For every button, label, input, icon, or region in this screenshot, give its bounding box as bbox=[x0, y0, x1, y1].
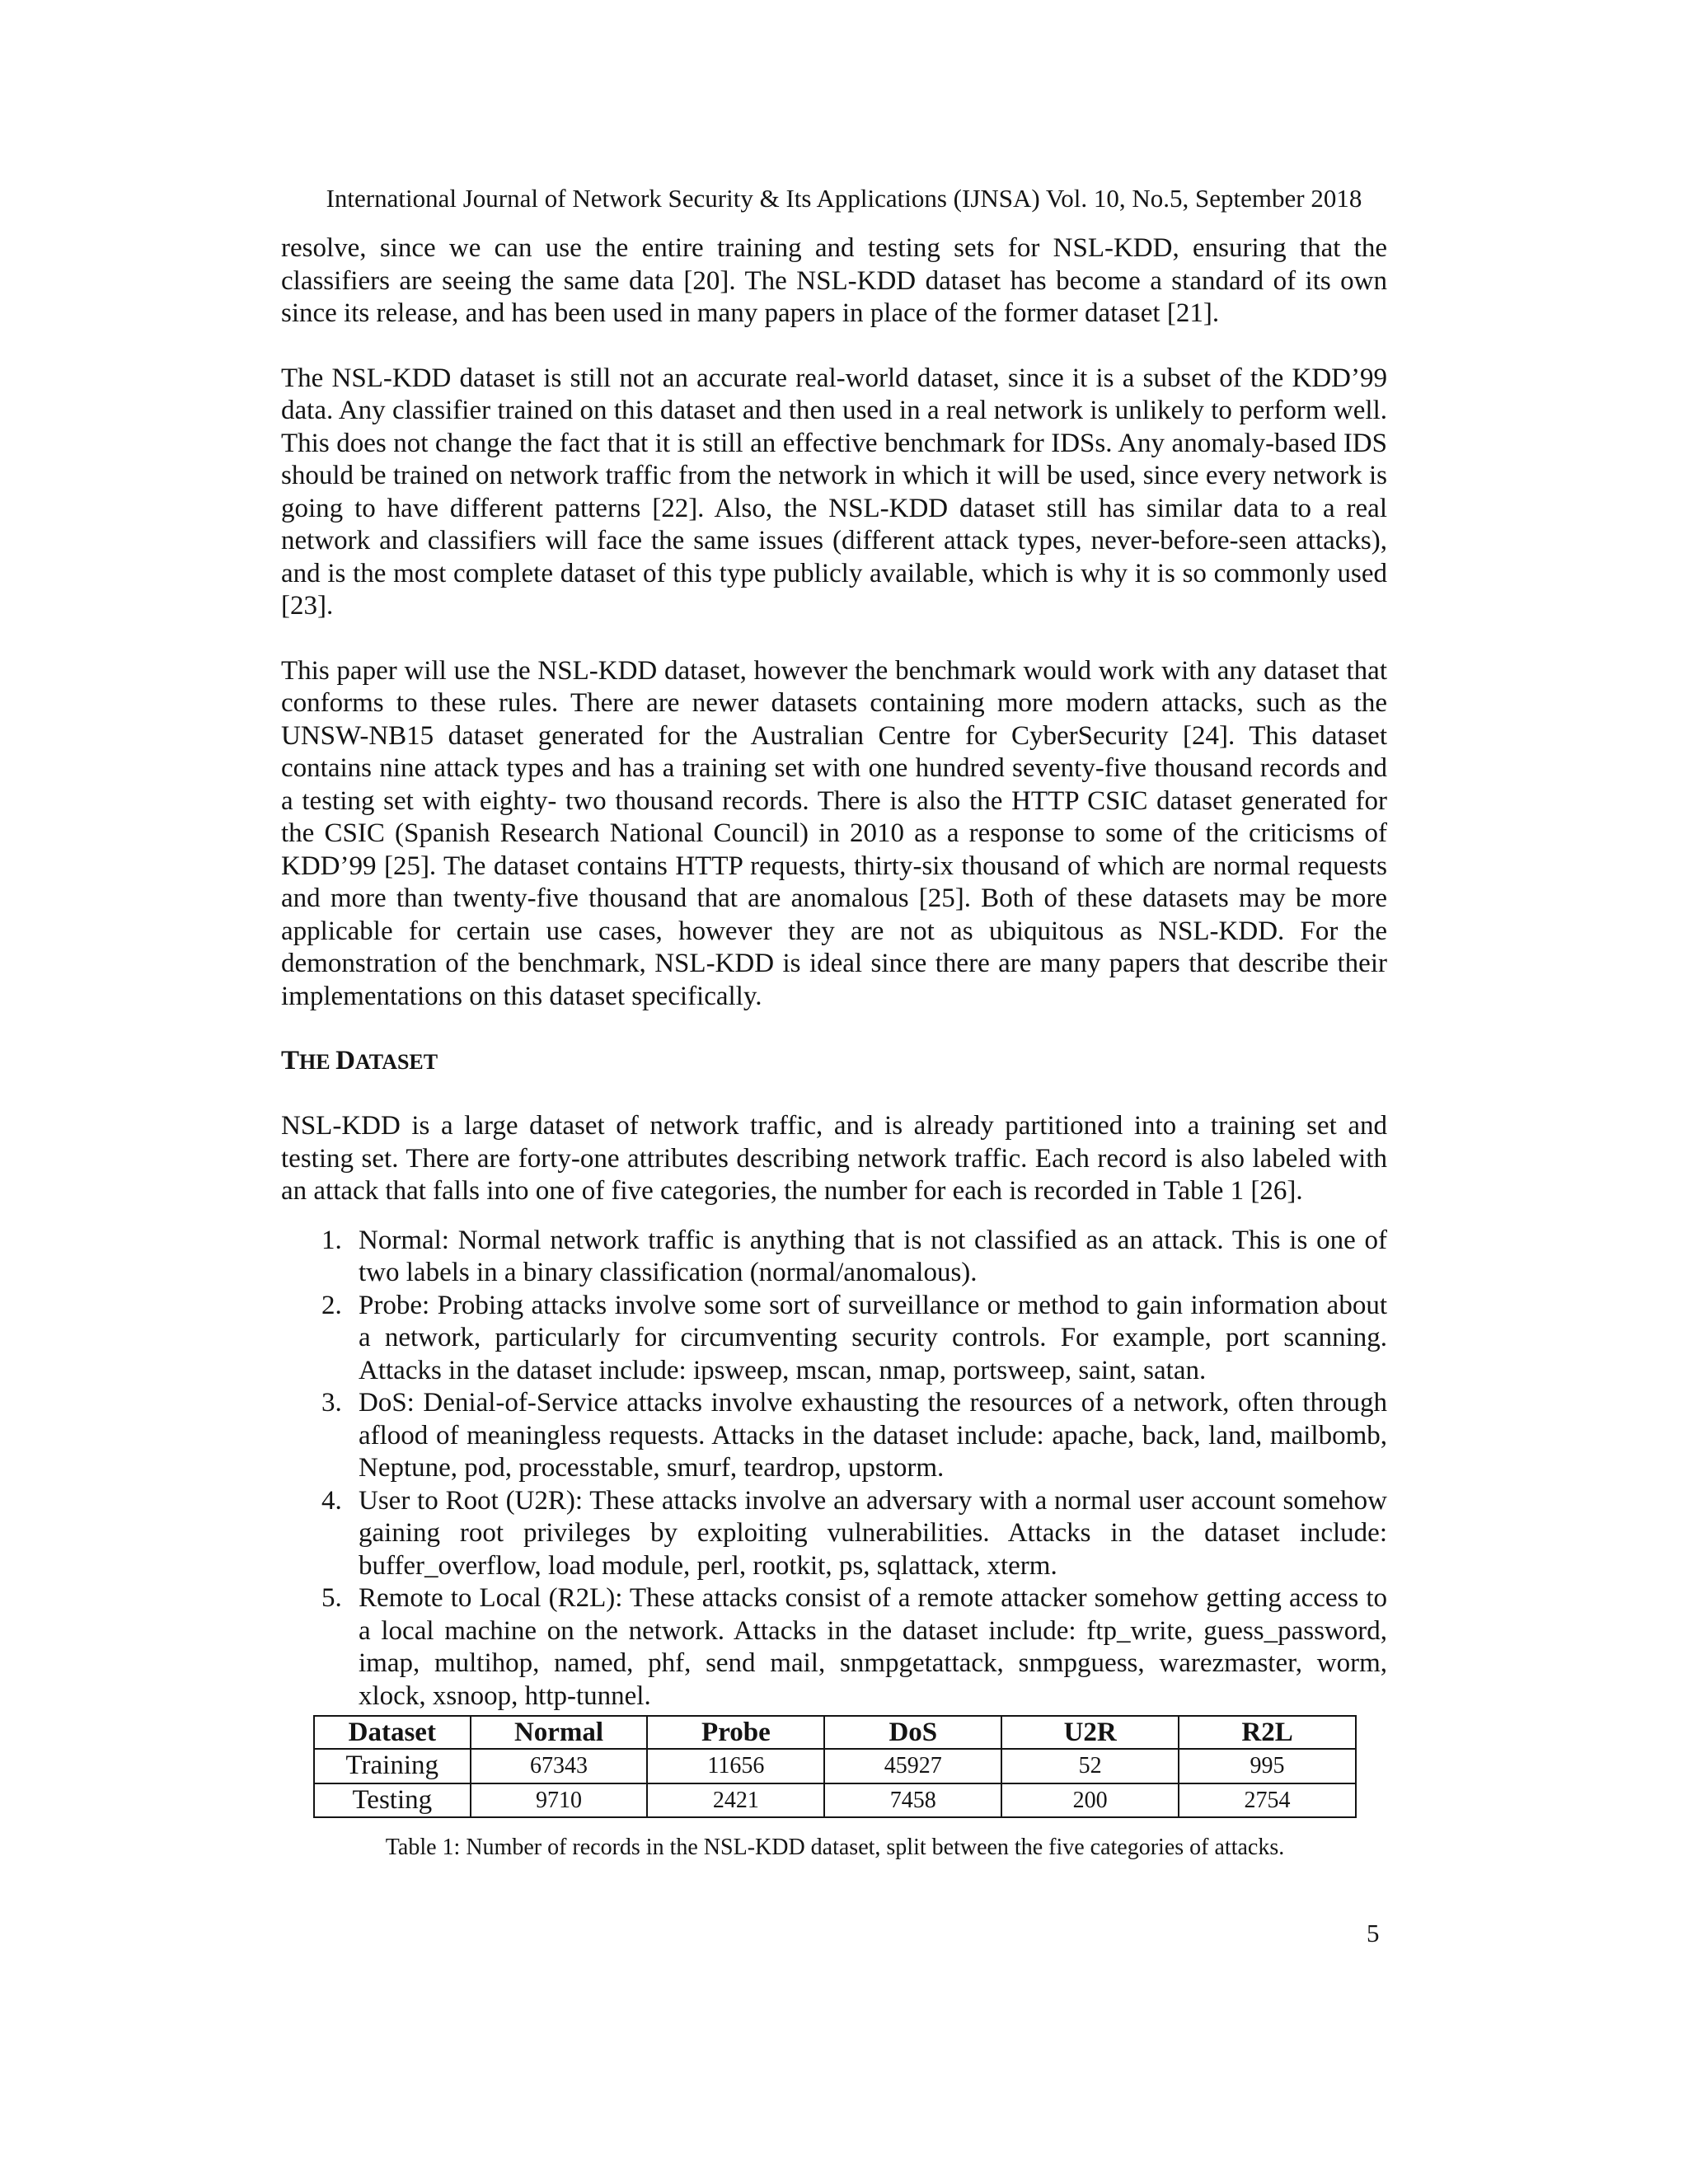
list-item: 5. Remote to Local (R2L): These attacks consist of a remote attacker somehow getting access to a local machine on the network. Attacks in the dataset include: ftp_write, guess_password, imap, multihop, named, phf, send mail, snmpgetattack, snmpguess, warezmaster, worm, xlock, xsnoop, http-tunnel. bbox=[349, 1582, 1387, 1713]
column-header: R2L bbox=[1179, 1716, 1356, 1749]
table-cell: 200 bbox=[1001, 1783, 1179, 1818]
body-text bbox=[281, 232, 1387, 1863]
list-item: 1. Normal: Normal network traffic is anything that is not classified as an attack. This is one of two labels in a binary classification (normal/anomalous). bbox=[349, 1225, 1387, 1290]
column-header: Normal bbox=[471, 1716, 648, 1749]
table-cell: 9710 bbox=[471, 1783, 648, 1818]
table-cell: 995 bbox=[1179, 1749, 1356, 1783]
column-header: Probe bbox=[647, 1716, 824, 1749]
list-item-continuation: gaining root privileges by exploiting vulnerabilities. Attacks in the dataset include: buffer_overflow, load module, perl, rootkit, ps, sqlattack, xterm. bbox=[359, 1518, 1387, 1581]
table-cell: 2421 bbox=[647, 1783, 824, 1818]
column-header: DoS bbox=[824, 1716, 1001, 1749]
journal-header: International Journal of Network Security & Its Applications (IJNSA) Vol. 10, No.5, September 2018 bbox=[326, 184, 1362, 213]
column-header: Dataset bbox=[314, 1716, 471, 1749]
table-cell: Training bbox=[314, 1749, 471, 1783]
column-header: U2R bbox=[1001, 1716, 1179, 1749]
paragraph: This paper will use the NSL-KDD dataset, however the benchmark would work with any dataset that conforms to these rules. There are newer datasets containing more modern attacks, such as the UNSW-NB15 dataset generated for the Australian Centre for CyberSecurity [24]. This dataset contains nine attack types and has a training set with one hundred seventy-five thousand records and a testing set with eighty- two thousand records. There is also the HTTP CSIC dataset generated for the CSIC (Spanish Research National Council) in 2010 as a response to some of the criticisms of KDD’99 [25]. The dataset contains HTTP requests, thirty-six thousand of which are normal requests and more than twenty-five thousand that are anomalous [25]. Both of these datasets may be more applicable for certain use cases, however they are not as ubiquitous as NSL-KDD. For the demonstration of the benchmark, NSL-KDD is ideal since there are many papers that describe their implementations on this dataset specifically. bbox=[281, 655, 1387, 1011]
table-cell: 7458 bbox=[824, 1783, 1001, 1818]
attack-category-list bbox=[281, 1225, 1387, 1713]
table-row bbox=[314, 1783, 1356, 1818]
list-item-line: 4. User to Root (U2R): These attacks involve an adversary with a normal user account somehow bbox=[359, 1485, 1387, 1516]
table-cell: 67343 bbox=[471, 1749, 648, 1783]
table-cell: Testing bbox=[314, 1783, 471, 1818]
table-container bbox=[281, 1715, 1387, 1818]
page-number: 5 bbox=[1367, 1919, 1380, 1947]
table-cell: 45927 bbox=[824, 1749, 1001, 1783]
paragraph: NSL-KDD is a large dataset of network traffic, and is already partitioned into a training set and testing set. There are forty-one attributes describing network traffic. Each record is also labeled with an attack that falls into one of five categories, the number for each is recorded in Table 1 [26]. bbox=[281, 1111, 1387, 1206]
list-item bbox=[349, 1485, 1387, 1583]
table-header-row bbox=[314, 1716, 1356, 1749]
paragraph: The NSL-KDD dataset is still not an accurate real-world dataset, since it is a subset of the KDD’99 data. Any classifier trained on this dataset and then used in a real network is unlikely to perform well. This does not change the fact that it is still an effective benchmark for IDSs. Any anomaly-based IDS should be trained on network traffic from the network in which it will be used, since every network is going to have different patterns [22]. Also, the NSL-KDD dataset still has similar data to a real network and classifiers will face the same issues (different attack types, never-before-seen attacks), and is the most complete dataset of this type publicly available, which is why it is so commonly used [23]. bbox=[281, 363, 1387, 621]
section-heading: THE DATASET bbox=[281, 1046, 438, 1076]
table-row bbox=[314, 1749, 1356, 1783]
table-cell: 2754 bbox=[1179, 1783, 1356, 1818]
table-cell: 11656 bbox=[647, 1749, 824, 1783]
list-item: 3. DoS: Denial-of-Service attacks involve exhausting the resources of a network, often through aflood of meaningless requests. Attacks in the dataset include: apache, back, land, mailbomb, Neptune, pod, processtable, smurf, teardrop, upstorm. bbox=[349, 1387, 1387, 1485]
table-cell: 52 bbox=[1001, 1749, 1179, 1783]
paragraph: resolve, since we can use the entire training and testing sets for NSL-KDD, ensuring that the classifiers are seeing the same data [20]. The NSL-KDD dataset has become a standard of its own since its release, and has been used in many papers in place of the former dataset [21]. bbox=[281, 233, 1387, 328]
records-table bbox=[313, 1715, 1357, 1818]
list-item: 2. Probe: Probing attacks involve some sort of surveillance or method to gain information about a network, particularly for circumventing security controls. For example, port scanning. Attacks in the dataset include: ipsweep, mscan, nmap, portsweep, saint, satan. bbox=[349, 1290, 1387, 1388]
table-caption: Table 1: Number of records in the NSL-KDD dataset, split between the five categories of attacks. bbox=[385, 1835, 1285, 1860]
